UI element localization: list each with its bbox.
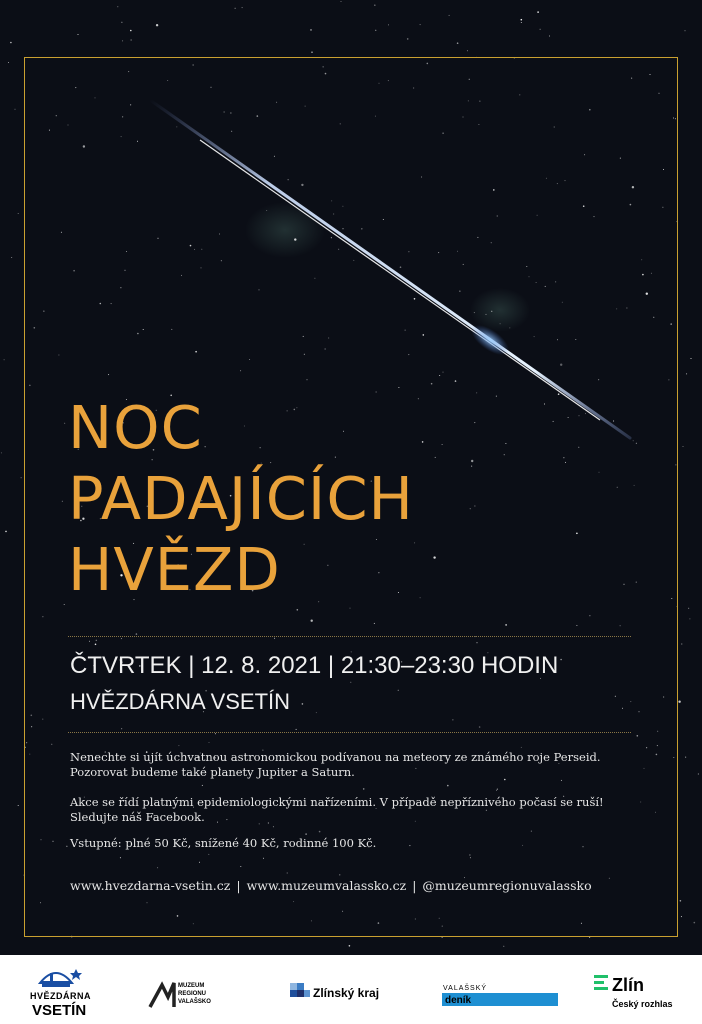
star-dot — [678, 701, 680, 703]
star-dot — [698, 774, 699, 775]
star-dot — [310, 29, 312, 31]
denik-logo-line2: deník — [445, 995, 472, 1006]
star-dot — [589, 937, 590, 938]
star-dot — [503, 946, 504, 947]
partner-logos — [0, 955, 702, 1024]
star-dot — [407, 38, 409, 40]
star-dot — [694, 922, 696, 924]
star-dot — [681, 644, 682, 645]
event-title — [68, 392, 414, 605]
star-dot — [8, 62, 9, 63]
star-dot — [4, 359, 5, 360]
valassky-denik-logo — [442, 955, 560, 1024]
star-dot — [121, 22, 122, 23]
description-paragraph-1: Nenechte si ujít úchvatnou astronomickou podívanou na meteory ze známého roje Perseid. Pozorovat budeme také planety Jupiter a Saturn. — [70, 750, 601, 779]
star-dot — [341, 1, 342, 2]
star-dot — [10, 42, 12, 44]
rozhlas-logo-line1: Zlín — [612, 975, 644, 995]
link-social[interactable]: @muzeumregionuvalassko — [422, 878, 592, 893]
star-dot — [18, 805, 19, 806]
star-dot — [311, 51, 313, 53]
title-line-1: NOC — [68, 393, 203, 462]
admission-prices: Vstupné: plné 50 Kč, snížené 40 Kč, rodinné 100 Kč. — [70, 836, 377, 850]
star-dot — [117, 6, 118, 7]
star-dot — [683, 446, 684, 447]
star-dot — [18, 213, 19, 214]
star-dot — [122, 40, 123, 41]
star-dot — [420, 24, 421, 25]
star-dot — [540, 29, 541, 30]
cesky-rozhlas-zlin-logo — [592, 955, 687, 1024]
star-dot — [442, 937, 443, 938]
star-dot — [78, 34, 79, 35]
description-paragraph-2: Akce se řídí platnými epidemiologickými nařízeními. V případě nepříznivého počasí se ruší! Sledujte náš Facebook. — [70, 795, 604, 824]
divider-top — [68, 636, 631, 637]
title-line-2: PADAJÍCÍCH — [68, 464, 414, 533]
divider-bottom — [68, 732, 631, 733]
star-dot — [521, 22, 522, 23]
star-dot — [388, 24, 389, 25]
star-dot — [11, 257, 12, 258]
muzeum-regionu-valassko-logo — [148, 955, 228, 1024]
star-dot — [686, 373, 687, 374]
hvezdarna-logo-line1: HVĚZDÁRNA — [30, 991, 92, 1001]
star-dot — [374, 4, 376, 6]
star-dot — [691, 358, 692, 359]
zlinsky-kraj-text: Zlínský kraj — [313, 986, 380, 1000]
star-dot — [349, 945, 351, 947]
star-dot — [15, 109, 16, 110]
event-venue: HVĚZDÁRNA VSETÍN — [70, 689, 291, 714]
denik-logo-line1: VALAŠSKÝ — [443, 985, 488, 992]
rozhlas-logo-line2: Český rozhlas — [612, 999, 673, 1009]
title-line-3: HVĚZD — [68, 535, 281, 604]
hvezdarna-vsetin-logo — [28, 955, 92, 1024]
link-separator: | — [236, 878, 241, 893]
muzeum-logo-line2: REGIONU — [178, 991, 207, 997]
star-dot — [1, 452, 2, 453]
star-dot — [21, 477, 22, 478]
star-dot — [549, 36, 550, 37]
star-dot — [457, 42, 459, 44]
contact-links — [70, 878, 592, 893]
star-dot — [680, 900, 682, 902]
star-dot — [537, 11, 539, 13]
star-dot — [156, 24, 158, 26]
star-dot — [685, 30, 686, 31]
link-muzeum[interactable]: www.muzeumvalassko.cz — [246, 878, 407, 893]
muzeum-logo-line1: MUZEUM — [178, 983, 205, 989]
star-dot — [5, 531, 7, 533]
star-dot — [467, 50, 468, 51]
star-dot — [449, 15, 450, 16]
star-dot — [130, 30, 132, 32]
star-dot — [521, 19, 523, 21]
hvezdarna-logo-line2: VSETÍN — [32, 1002, 87, 1019]
star-dot — [235, 8, 236, 9]
star-dot — [688, 608, 689, 609]
star-dot — [131, 40, 132, 41]
zlinsky-kraj-logo — [288, 955, 383, 1024]
star-dot — [375, 30, 376, 31]
star-dot — [685, 757, 686, 758]
event-date-time: ČTVRTEK | 12. 8. 2021 | 21:30–23:30 HODIN — [70, 652, 559, 679]
link-hvezdarna[interactable]: www.hvezdarna-vsetin.cz — [70, 878, 231, 893]
star-dot — [689, 618, 690, 619]
star-dot — [681, 916, 682, 917]
link-separator: | — [412, 878, 417, 893]
muzeum-logo-line3: VALAŠSKO — [178, 999, 211, 1005]
star-dot — [242, 7, 243, 8]
